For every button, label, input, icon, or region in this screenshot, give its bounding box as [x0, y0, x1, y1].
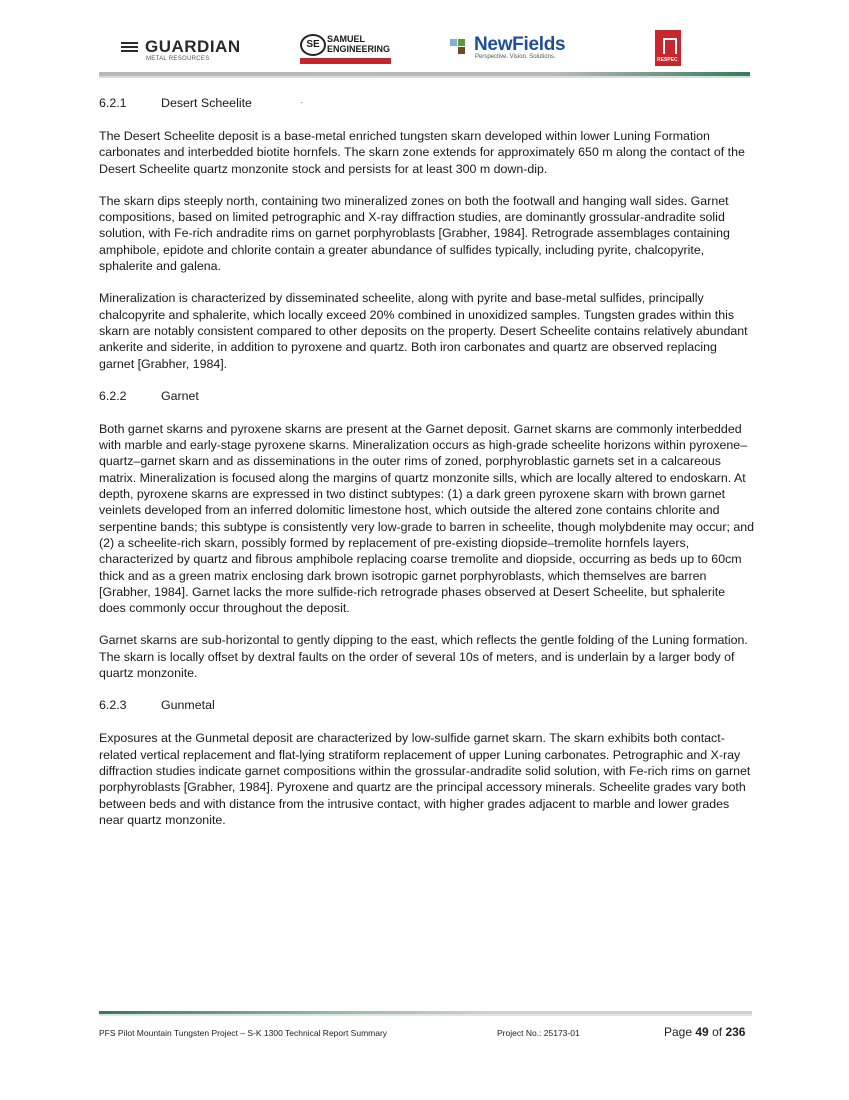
document-body: [99, 95, 754, 844]
paragraph: Garnet skarns are sub-horizontal to gently dipping to the east, which reflects the gentle folding of the Luning formation. The skarn is locally offset by dextral faults on the order of several 10s of meters, and is underlain by a larger body of quartz monzonite.: [99, 633, 748, 681]
guardian-subtitle: METAL RESOURCES: [146, 56, 210, 62]
samuel-name-line1: SAMUEL: [327, 34, 365, 44]
newfields-square-icon: [458, 47, 465, 54]
paragraph: Exposures at the Gunmetal deposit are characterized by low-sulfide garnet skarn. The skarn exhibits both contact-related vertical replacement and flat-lying stratiform replacement of upper Luning carbonates. Petrographic and X-ray diffraction studies indicate garnet compositions within the grossular-andradite solid solution, with Fe-rich rims on garnet porphyroblasts [Grabher, 1984]. Pyroxene and quartz are the principal accessory minerals. Scheelite grades vary both between beds and with distance from the intrusive contact, with higher grades adjacent to marble and lower grades near quartz monzonite.: [99, 731, 751, 827]
section-garnet: [99, 388, 754, 681]
section-title: Gunmetal: [161, 698, 215, 713]
section-number: 6.2.2: [99, 388, 127, 403]
page-of: of: [712, 1025, 723, 1039]
footer-project-number: Project No.: 25173-01: [497, 1028, 580, 1038]
newfields-name: NewFields: [474, 34, 566, 55]
samuel-name-line2: ENGINEERING: [327, 44, 391, 54]
respec-glyph-icon: [663, 38, 677, 54]
paragraph: Both garnet skarns and pyroxene skarns are present at the Garnet deposit. Garnet skarns are commonly interbedded with marble and early-stage pyroxene skarns. Mineralization occurs as high-grade scheelite horizons within pyroxene–quartz–garnet skarn and as disseminations in the outer rims of zoned, porphyroblastic garnets set in a calcareous matrix. Mineralization is focused along the margins of quartz monzonite sills, which are locally altered to endoskarn. At depth, pyroxene skarns are expressed in two distinct subtypes: (1) a dark green pyroxene skarn with brown garnet veinlets developed from an inferred dolomitic limestone host, which outside the altered zone contains chlorite and serpentine bands; this subtype is consistently very low-grade to barren in scheelite, though molybdenite may occur; and (2) a scheelite-rich skarn, possibly formed by replacement of pre-existing diopside–tremolite hornfels layers, characterized by quartz and fibrous amphibole replacing coarse tremolite and diopside, occurring as beds up to 60cm thick and as a green matrix enclosing dark brown isotropic garnet porphyroblasts, which themselves are barren [Grabher, 1984]. Garnet lacks the more sulfide-rich retrograde phases observed at Desert Scheelite, but sphalerite does commonly occur throughout the deposit.: [99, 421, 754, 616]
section-heading: [99, 95, 754, 111]
page-total: 236: [725, 1025, 746, 1039]
footer-report-title: PFS Pilot Mountain Tungsten Project – S-K 1300 Technical Report Summary: [99, 1028, 388, 1038]
newfields-square-icon: [450, 39, 457, 46]
header-divider: [99, 72, 750, 76]
section-number: 6.2.3: [99, 698, 127, 713]
section-title: Garnet: [161, 388, 199, 403]
newfields-tagline: Perspective. Vision. Solutions.: [475, 54, 556, 60]
stray-mark: ·: [300, 98, 303, 107]
footer-divider: [99, 1011, 752, 1014]
page-current: 49: [695, 1025, 709, 1039]
samuel-engineering-logo: [300, 34, 392, 64]
section-title: Desert Scheelite: [161, 96, 252, 110]
respec-logo: [655, 30, 681, 66]
section-heading: [99, 388, 754, 404]
respec-name: RESPEC: [657, 57, 678, 63]
samuel-tagline-bar: [300, 58, 391, 64]
section-gunmetal: [99, 697, 754, 828]
section-desert-scheelite: [99, 95, 754, 372]
paragraph: The Desert Scheelite deposit is a base-metal enriched tungsten skarn developed within lower Luning Formation carbonates and interbedded biotite hornfels. The skarn zone extends for approximately 650 m along the contact of the Desert Scheelite quartz monzonite stock and persists for at least 300 m down-dip.: [99, 129, 745, 176]
page-prefix: Page: [664, 1025, 693, 1039]
section-heading: [99, 697, 754, 713]
samuel-se-mark: SE: [300, 34, 326, 56]
newfields-square-icon: [458, 39, 465, 46]
section-number: 6.2.1: [99, 96, 127, 110]
footer-page-number: [664, 1025, 745, 1039]
guardian-mark-icon: [121, 42, 138, 53]
paragraph: The skarn dips steeply north, containing two mineralized zones on both the footwall and hanging wall sides. Garnet compositions, based on limited petrographic and X-ray diffraction studies, are dominantly grossular-andradite solid solution, with Fe-rich andradite rims on garnet porphyroblasts [Grabher, 1984]. Retrograde assemblages containing amphibole, epidote and chlorite contain a greater abundance of sulfides typically, including pyrite, chalcopyrite, sphalerite and galena.: [99, 193, 730, 274]
guardian-name: GUARDIAN: [145, 37, 241, 56]
paragraph: Mineralization is characterized by disseminated scheelite, along with pyrite and base-metal sulfides, principally chalcopyrite and sphalerite, which locally exceed 20% combined in unoxidized samples. Tungsten grades within this skarn are notably consistent compared to other deposits on the property. Desert Scheelite contains relatively abundant ankerite and siderite, in addition to pyroxene and quartz. Both iron carbonates and quartz are observed replacing garnet [Grabher, 1984].: [99, 291, 748, 371]
